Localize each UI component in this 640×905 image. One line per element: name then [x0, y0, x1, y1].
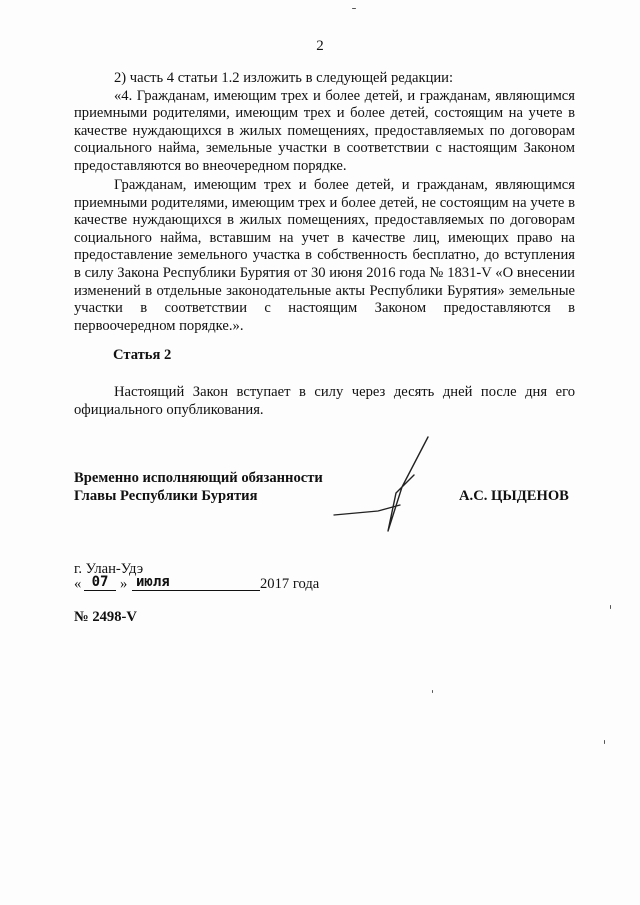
handwritten-signature — [330, 435, 440, 535]
page-number: 2 — [316, 38, 324, 54]
amendment-intro: 2) часть 4 статьи 1.2 изложить в следующей редакции: — [114, 70, 454, 86]
date-quote-open: « — [74, 576, 82, 592]
article-2-body — [74, 384, 575, 419]
date-year: 2017 года — [260, 576, 320, 592]
scan-speck — [610, 605, 611, 609]
law-number: № 2498-V — [74, 609, 137, 625]
place-of-signing: г. Улан-Удэ — [74, 561, 144, 577]
signatory-title-line1: Временно исполняющий обязанности — [74, 470, 323, 486]
scan-speck — [432, 690, 433, 693]
amendment-paragraph-priority: Гражданам, имеющим трех и более детей, и гражданам, являющимся приемными родителями, имеющим трех и более детей, не состоящим на учете в качестве нуждающихся в жилых помещениях, предоставляемых по договорам социального найма, вставшим на учет в качестве лиц, имеющих право на предоставление земельного участка в собственность бесплатно, до вступления в силу Закона Республики Бурятия от 30 июня 2016 года № 1831-V «О внесении изменений в отдельные законодательные акты Республики Бурятия» земельные участки в соответствии с настоящим Законом предоставляются в первоочередном порядке.». — [74, 177, 575, 334]
amendment-section — [74, 70, 575, 176]
signing-date — [74, 576, 374, 598]
amendment-paragraph-4: «4. Гражданам, имеющим трех и более детей, и гражданам, являющимся приемными родителями, имеющим трех и более детей, состоящим на учете в качестве нуждающихся в жилых помещениях, предоставляемых по договорам социального найма, земельные участки в соответствии с настоящим Законом предоставляются во внеочередном порядке. — [74, 87, 575, 174]
article-2-text: Настоящий Закон вступает в силу через десять дней после дня его официального опубликования. — [74, 384, 575, 418]
scan-speck — [604, 740, 605, 744]
date-day: 07 — [84, 574, 116, 591]
signatory-title — [74, 469, 323, 505]
signer-name: А.С. ЦЫДЕНОВ — [459, 488, 569, 504]
amendment-continuation — [74, 177, 575, 335]
signatory-title-line2: Главы Республики Бурятия — [74, 488, 258, 504]
scan-speck — [352, 8, 356, 9]
date-month: июля — [132, 574, 260, 591]
date-quote-close: » — [120, 576, 128, 592]
article-2-title: Статья 2 — [113, 347, 172, 363]
